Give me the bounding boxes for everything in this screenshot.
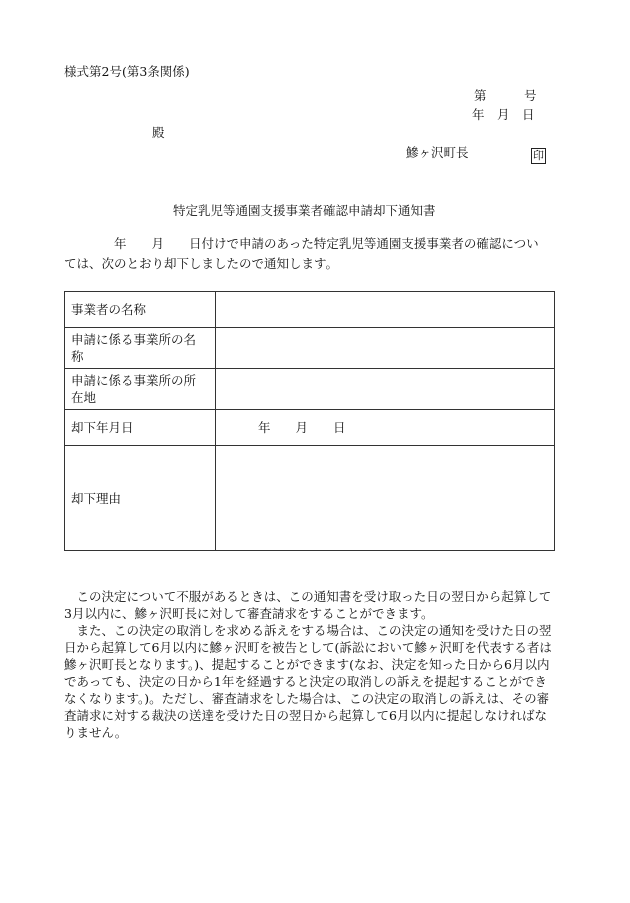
label-rejection-date [65,410,216,446]
value-rejection-reason [216,446,555,551]
issuer-name: 鰺ヶ沢町長 [406,145,469,160]
document-number: 第 号 [474,88,537,103]
table-row [65,446,555,551]
label-office-address [65,369,216,410]
note-appeal: この決定について不服があるときは、この通知書を受け取った日の翌日から起算して3月以内に、鰺ヶ沢町長に対して審査請求をすることができます。 [64,589,552,621]
notes-section [64,588,557,741]
value-business-name [216,292,555,328]
label-business-name [65,292,216,328]
table-row [65,292,555,328]
value-office-address [216,369,555,410]
intro-line-2: ては、次のとおり却下しましたので通知します。 [64,256,339,271]
intro-line-1: 年 月 日付けで申請のあった特定乳児等通園支援事業者の確認につい [64,236,539,251]
seal-box [531,144,546,164]
value-rejection-date: 年 月 日 [216,410,555,446]
table-row [65,328,555,369]
form-number: 様式第2号(第3条関係) [64,64,190,79]
seal-char: 印 [533,149,544,162]
label-text: 申請に係る事業所の名 [71,332,197,347]
value-office-name [216,328,555,369]
addressee-suffix: 殿 [152,125,165,140]
table-row [65,369,555,410]
label-text: 却下年月日 [71,420,134,435]
label-rejection-reason [65,446,216,551]
label-text: 却下理由 [71,490,122,506]
label-text: 在地 [71,390,97,405]
label-text: 称 [71,349,84,364]
label-office-name [65,328,216,369]
label-text: 事業者の名称 [71,302,147,317]
document-title: 特定乳児等通園支援事業者確認申請却下通知書 [173,203,436,218]
table-row [65,410,555,446]
details-table [64,291,555,551]
label-text: 申請に係る事業所の所 [71,373,197,388]
note-lawsuit: また、この決定の取消しを求める訴えをする場合は、この決定の通知を受けた日の翌日から起算して6月以内に鰺ヶ沢町を被告として(訴訟において鰺ヶ沢町を代表する者は鰺ヶ沢町長となります。)、提起することができます(なお、決定を知った日から6月以内であっても、決定の日から1年を経過すると決定の取消しの訴えを提起することができなくなります。)。ただし、審査請求をした場合は、この決定の取消しの訴えは、その審査請求に対する裁決の送達を受けた日の翌日から起算して6月以内に提起しなければなりません。 [64,623,552,740]
document-date: 年 月 日 [472,107,535,122]
